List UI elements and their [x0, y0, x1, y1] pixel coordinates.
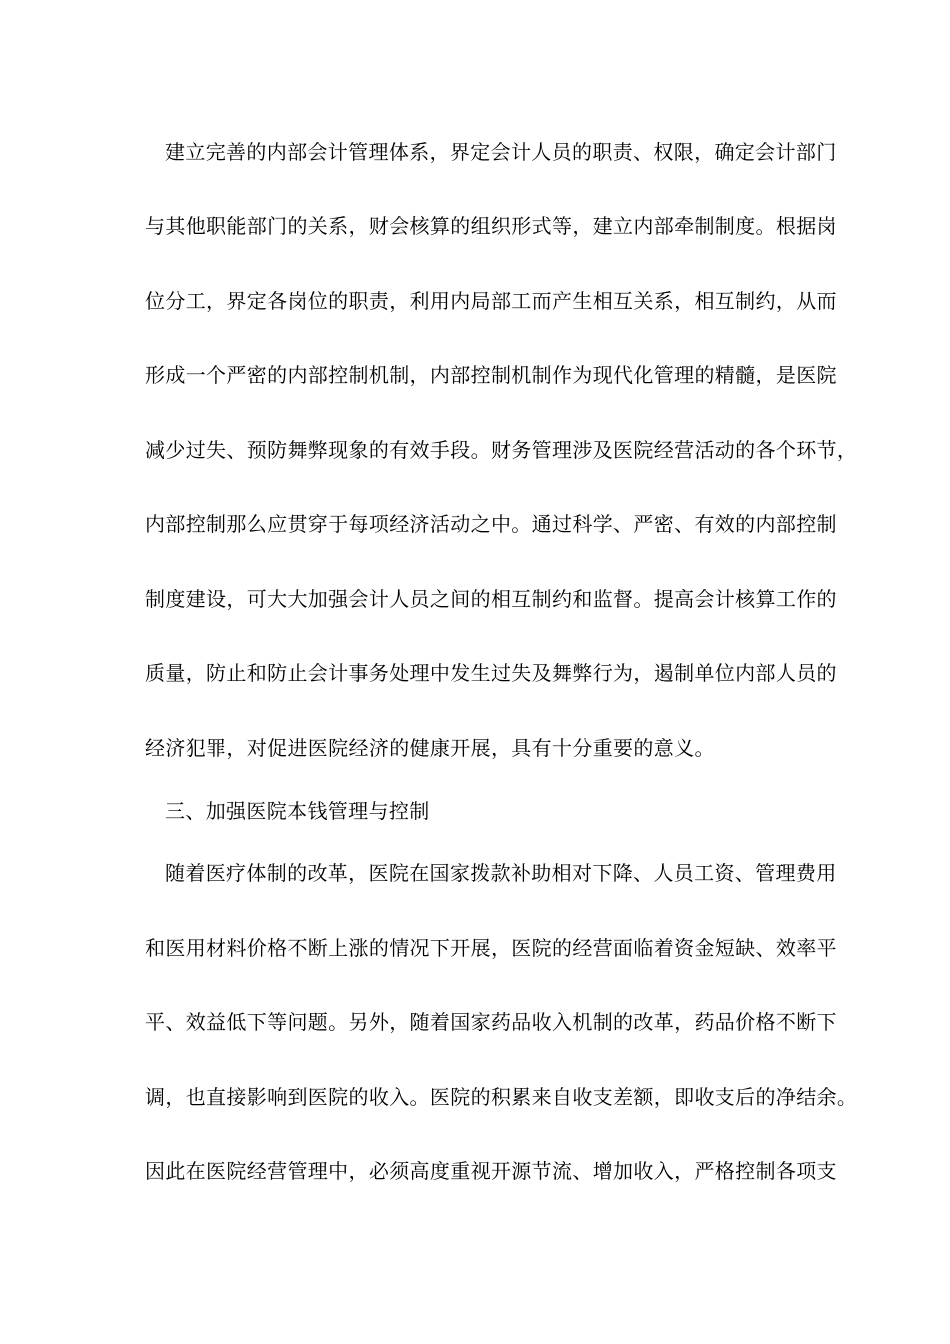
text-line: 和医用材料价格不断上涨的情况下开展，医院的经营面临着资金短缺、效率平: [145, 936, 837, 960]
text-line: 制度建设，可大大加强会计人员之间的相互制约和监督。提高会计核算工作的: [145, 587, 837, 611]
text-line: 质量，防止和防止会计事务处理中发生过失及舞弊行为，遏制单位内部人员的: [145, 661, 837, 685]
text-line: 经济犯罪，对促进医院经济的健康开展，具有十分重要的意义。: [145, 736, 715, 760]
text-line: 因此在医院经营管理中，必须高度重视开源节流、增加收入，严格控制各项支: [145, 1159, 837, 1183]
section-heading: 三、加强医院本钱管理与控制: [165, 799, 430, 823]
text-line: 调，也直接影响到医院的收入。医院的积累来自收支差额，即收支后的净结余。: [145, 1085, 858, 1109]
text-line: 建立完善的内部会计管理体系，界定会计人员的职责、权限，确定会计部门: [165, 140, 837, 164]
text-line: 平、效益低下等问题。另外，随着国家药品收入机制的改革，药品价格不断下: [145, 1010, 837, 1034]
text-line: 内部控制那么应贯穿于每项经济活动之中。通过科学、严密、有效的内部控制: [145, 512, 837, 536]
text-line: 位分工，界定各岗位的职责，利用内局部工而产生相互关系，相互制约，从而: [145, 289, 837, 313]
text-line: 与其他职能部门的关系，财会核算的组织形式等，建立内部牵制制度。根据岗: [145, 214, 837, 238]
text-line: 形成一个严密的内部控制机制，内部控制机制作为现代化管理的精髓，是医院: [145, 363, 837, 387]
text-line: 减少过失、预防舞弊现象的有效手段。财务管理涉及医院经营活动的各个环节，: [145, 438, 858, 462]
text-line: 随着医疗体制的改革，医院在国家拨款补助相对下降、人员工资、管理费用: [165, 861, 837, 885]
